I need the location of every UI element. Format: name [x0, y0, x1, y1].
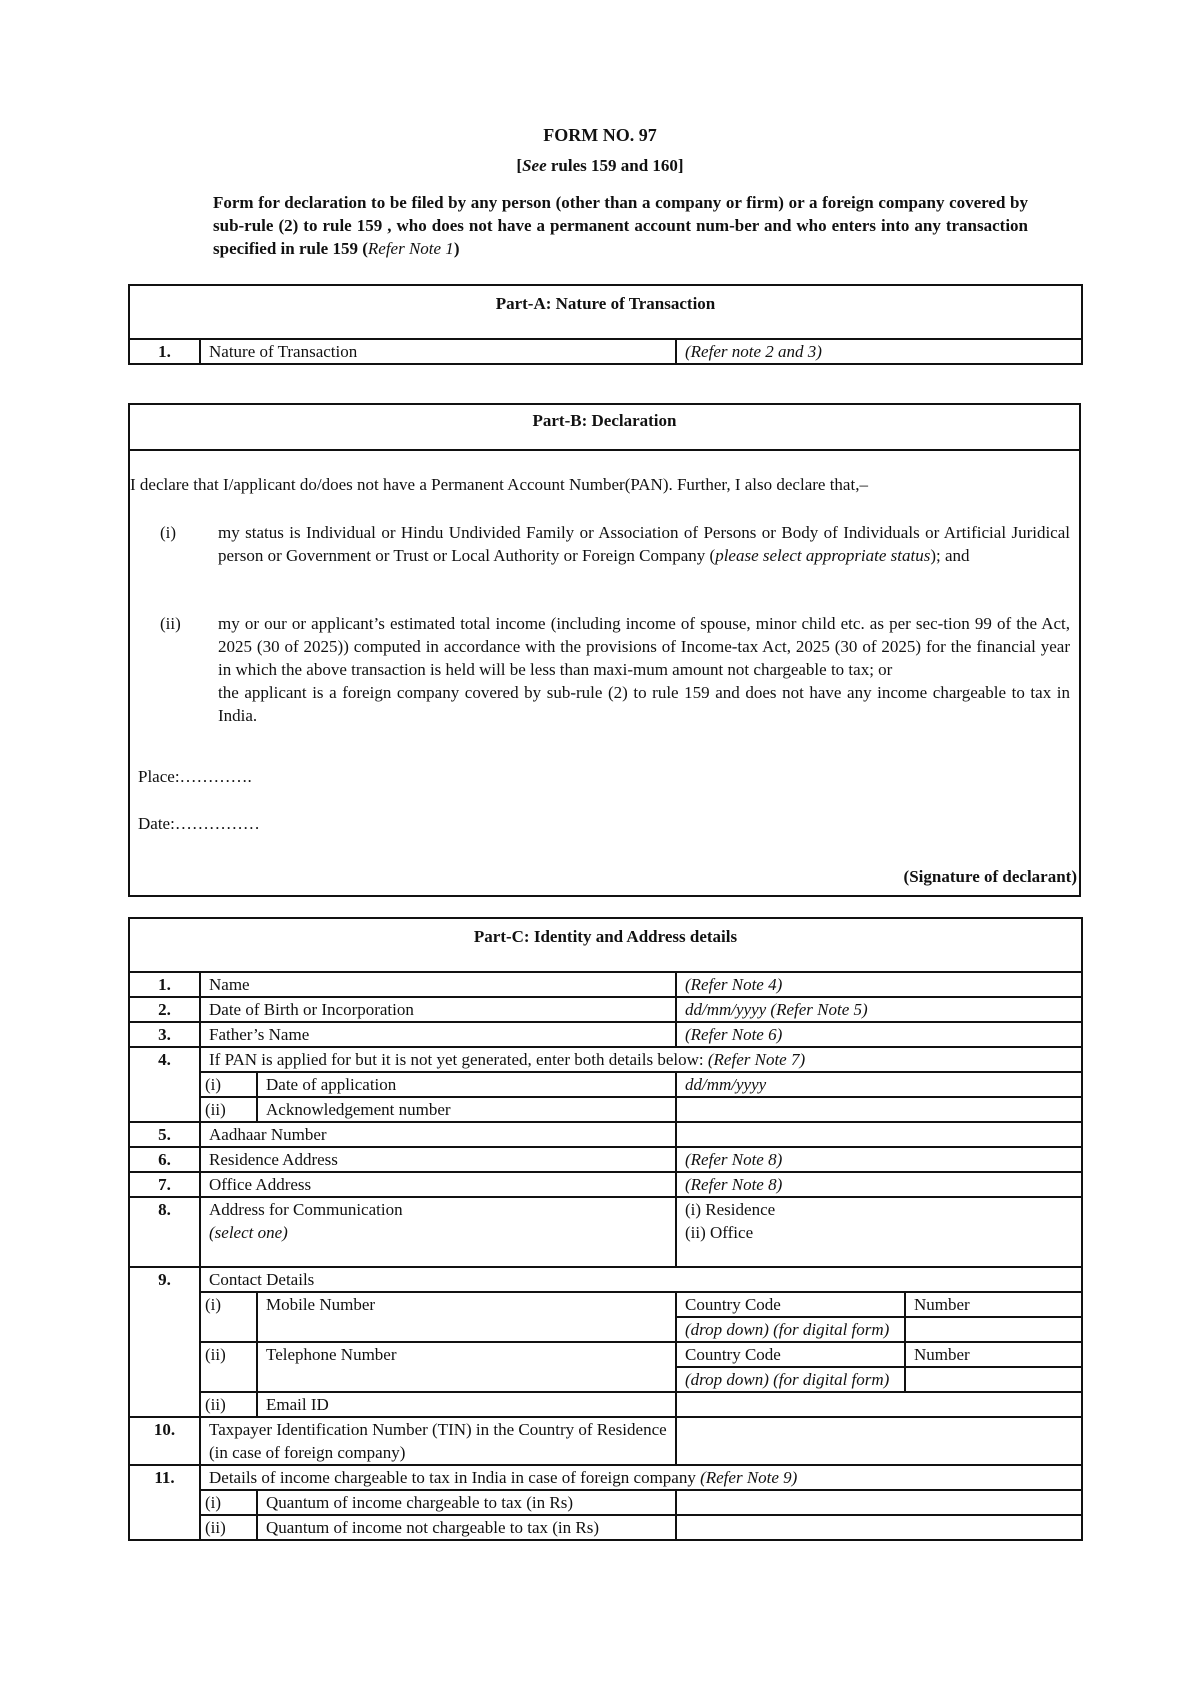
office-address-label: Office Address [200, 1172, 676, 1197]
table-row: 6. Residence Address (Refer Note 8) [129, 1147, 1082, 1172]
table-row: 11. Details of income chargeable to tax in India in case of foreign company (Refer Note 9) [129, 1465, 1082, 1490]
residence-address-field[interactable]: (Refer Note 8) [676, 1147, 1082, 1172]
telephone-country-code-label: Country Code [676, 1342, 905, 1367]
part-c-table [128, 917, 1083, 1541]
form-title: FORM NO. 97 [543, 125, 657, 145]
telephone-country-code-dropdown[interactable]: (drop down) (for digital form) [676, 1367, 905, 1392]
aadhaar-field[interactable] [676, 1122, 1082, 1147]
form-description: Form for declaration to be filed by any person (other than a company or firm) or a foreign company covered by sub-rule (2) to rule 159 , who does not have a permanent account num-ber and who enters into any transaction specified in rule 159 (Refer Note 1) [213, 193, 1028, 258]
table-row: 10. Taxpayer Identification Number (TIN) in the Country of Residence (in case of foreign company) [129, 1417, 1082, 1465]
acknowledgement-number-label: Acknowledgement number [257, 1097, 676, 1122]
acknowledgement-number-field[interactable] [676, 1097, 1082, 1122]
name-field[interactable]: (Refer Note 4) [676, 972, 1082, 997]
nature-of-transaction-label: Nature of Transaction [200, 339, 676, 364]
table-row: 3. Father’s Name (Refer Note 6) [129, 1022, 1082, 1047]
father-name-field[interactable]: (Refer Note 6) [676, 1022, 1082, 1047]
communication-address-label: Address for Communication (select one) [200, 1197, 676, 1267]
date-field[interactable]: Date:…………… [138, 814, 260, 833]
table-row: (i) Mobile Number Country Code Number [129, 1292, 1082, 1317]
pan-applied-label: If PAN is applied for but it is not yet generated, enter both details below: (Refer Note 7) [200, 1047, 1082, 1072]
mobile-country-code-dropdown[interactable]: (drop down) (for digital form) [676, 1317, 905, 1342]
part-b-heading: Part-B: Declaration [130, 405, 1079, 451]
part-a-table [128, 284, 1083, 365]
declaration-intro: I declare that I/applicant do/does not have a Permanent Account Number(PAN). Further, I also declare that,– [130, 475, 868, 494]
form-rule-reference: [See rules 159 and 160] [516, 156, 684, 175]
telephone-number-field[interactable] [905, 1367, 1082, 1392]
foreign-income-label: Details of income chargeable to tax in India in case of foreign company (Refer Note 9) [200, 1465, 1082, 1490]
mobile-number-field[interactable] [905, 1317, 1082, 1342]
mobile-country-code-label: Country Code [676, 1292, 905, 1317]
contact-details-label: Contact Details [200, 1267, 1082, 1292]
table-row: (ii) Telephone Number Country Code Number [129, 1342, 1082, 1367]
mobile-number-label: Mobile Number [257, 1292, 676, 1342]
income-not-chargeable-label: Quantum of income not chargeable to tax (in Rs) [257, 1515, 676, 1540]
row-number: 1. [129, 339, 200, 364]
mobile-number-column-label: Number [905, 1292, 1082, 1317]
table-row: 9. Contact Details [129, 1267, 1082, 1292]
dob-label: Date of Birth or Incorporation [200, 997, 676, 1022]
table-row: 4. If PAN is applied for but it is not yet generated, enter both details below: (Refer Note 7) [129, 1047, 1082, 1072]
table-row: 5. Aadhaar Number [129, 1122, 1082, 1147]
place-field[interactable]: Place:…………. [138, 767, 252, 786]
father-name-label: Father’s Name [200, 1022, 676, 1047]
table-row: (ii) Acknowledgement number [129, 1097, 1082, 1122]
telephone-number-label: Telephone Number [257, 1342, 676, 1392]
table-row: 1. Name (Refer Note 4) [129, 972, 1082, 997]
office-address-field[interactable]: (Refer Note 8) [676, 1172, 1082, 1197]
table-row [129, 339, 1082, 364]
table-row: 7. Office Address (Refer Note 8) [129, 1172, 1082, 1197]
table-row: 2. Date of Birth or Incorporation dd/mm/yyyy (Refer Note 5) [129, 997, 1082, 1022]
name-label: Name [200, 972, 676, 997]
table-row: (ii) Quantum of income not chargeable to tax (in Rs) [129, 1515, 1082, 1540]
email-field[interactable] [676, 1392, 1082, 1417]
income-chargeable-label: Quantum of income chargeable to tax (in Rs) [257, 1490, 676, 1515]
dob-field[interactable]: dd/mm/yyyy (Refer Note 5) [676, 997, 1082, 1022]
income-not-chargeable-field[interactable] [676, 1515, 1082, 1540]
date-of-application-field[interactable]: dd/mm/yyyy [676, 1072, 1082, 1097]
aadhaar-label: Aadhaar Number [200, 1122, 676, 1147]
tin-label: Taxpayer Identification Number (TIN) in the Country of Residence (in case of foreign company) [200, 1417, 676, 1465]
telephone-number-column-label: Number [905, 1342, 1082, 1367]
signature-label: (Signature of declarant) [903, 867, 1077, 886]
communication-address-options[interactable]: (i) Residence (ii) Office [676, 1197, 1082, 1267]
residence-address-label: Residence Address [200, 1147, 676, 1172]
table-row: (ii) Email ID [129, 1392, 1082, 1417]
table-row: (i) Quantum of income chargeable to tax (in Rs) [129, 1490, 1082, 1515]
income-chargeable-field[interactable] [676, 1490, 1082, 1515]
date-of-application-label: Date of application [257, 1072, 676, 1097]
part-b-declaration: Part-B: Declaration I declare that I/applicant do/does not have a Permanent Account Number(PAN). Further, I also declare that,– (i) my status is Individual or Hindu Undivided Family or Association of Persons or Body of Individuals or Artificial Juridical person or Government or Trust or Local Authority or Foreign Company (please select appropriate status); and (ii) my or our or applicant’s estimated total income (including income of spouse, minor child etc. as per sec-tion 99 of the Act, 2025 (30 of 2025)) computed in accordance with the provisions of Income-tax Act, 2025 (30 of 2025) for the financial year in which the above transaction is held will be less than maxi-mum amount not chargeable to tax; or the applicant is a foreign company covered by sub-rule (2) to rule 159 and does not have any income chargeable to tax in India. Place:…………. Date:…………… (Signature of declarant) [128, 403, 1081, 897]
part-c-heading: Part-C: Identity and Address details [129, 918, 1082, 972]
nature-of-transaction-field[interactable]: (Refer note 2 and 3) [676, 339, 1082, 364]
tin-field[interactable] [676, 1417, 1082, 1465]
table-row: 8. Address for Communication (select one) (i) Residence (ii) Office [129, 1197, 1082, 1267]
part-a-heading: Part-A: Nature of Transaction [129, 285, 1082, 339]
email-label: Email ID [257, 1392, 676, 1417]
table-row: (i) Date of application dd/mm/yyyy [129, 1072, 1082, 1097]
